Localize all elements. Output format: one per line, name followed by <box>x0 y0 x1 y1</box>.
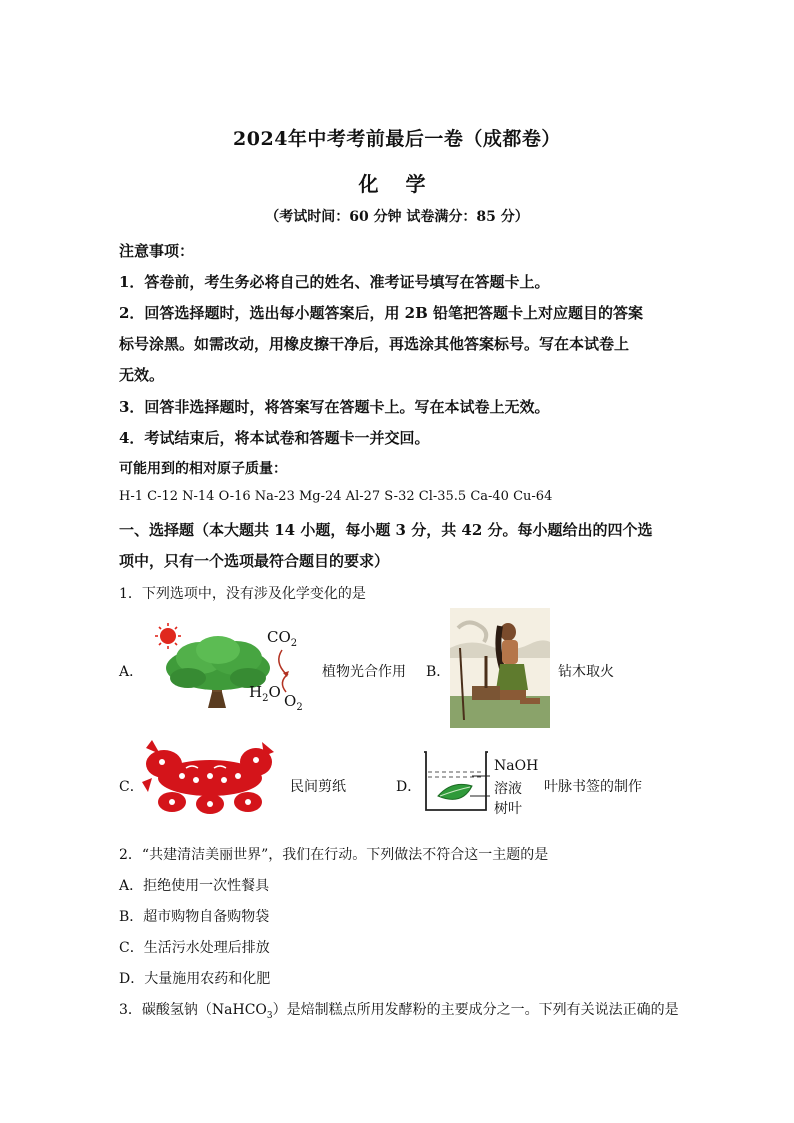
notice-item-2-line-3: 无效。 <box>119 366 165 384</box>
notice-item-1: 1．答卷前，考生务必将自己的姓名、准考证号填写在答题卡上。 <box>119 273 550 291</box>
atomic-mass-heading: 可能用到的相对原子质量： <box>119 461 287 477</box>
question-2-choice-a: A．拒绝使用一次性餐具 <box>119 878 270 894</box>
paper-cut-figure <box>142 738 278 818</box>
option-c-caption: 民间剪纸 <box>290 779 346 795</box>
question-1-stem: 1．下列选项中，没有涉及化学变化的是 <box>119 586 366 602</box>
exam-info: （考试时间：60 分钟 试卷满分：85 分） <box>265 209 529 225</box>
option-d-letter: D． <box>396 779 422 795</box>
leaf-label: 树叶 <box>494 801 522 817</box>
option-d-caption: 叶脉书签的制作 <box>544 779 642 795</box>
sun-icon <box>155 623 181 649</box>
subject-title: 化 学 <box>358 172 436 196</box>
section-1-heading-line-1: 一、选择题（本大题共 14 小题，每小题 3 分，共 42 分。每小题给出的四个选 <box>119 521 653 539</box>
solution-label: 溶液 <box>494 781 522 797</box>
question-2-choice-b: B．超市购物自备购物袋 <box>119 909 270 925</box>
question-3-stem: 3．碳酸氢钠（NaHCO$_3$）是焙制糕点所用发酵粉的主要成分之一。下列有关说法正确的是 <box>119 1002 679 1021</box>
naoh-label: NaOH <box>494 758 539 774</box>
notice-heading: 注意事项： <box>119 242 195 260</box>
option-a-caption: 植物光合作用 <box>322 664 406 680</box>
option-b-caption: 钻木取火 <box>558 664 614 680</box>
notice-item-2-line-2: 标号涂黑。如需改动，用橡皮擦干净后，再选涂其他答案标号。写在本试卷上 <box>119 335 630 353</box>
option-b-letter: B． <box>426 664 451 680</box>
question-2-choice-d: D．大量施用农药和化肥 <box>119 971 271 987</box>
beaker-figure <box>420 750 492 814</box>
o2-label: $O_2$ <box>284 692 303 713</box>
notice-item-4: 4．考试结束后，将本试卷和答题卡一并交回。 <box>119 429 430 447</box>
beaker-icon <box>424 752 488 810</box>
question-2-choice-c: C．生活污水处理后排放 <box>119 940 270 956</box>
drill-fire-figure <box>450 608 550 728</box>
notice-item-3: 3．回答非选择题时，将答案写在答题卡上。写在本试卷上无效。 <box>119 398 550 416</box>
option-a-letter: A． <box>119 664 144 680</box>
question-2-stem: 2．“共建清洁美丽世界”，我们在行动。下列做法不符合这一主题的是 <box>119 847 549 863</box>
exam-title: 2024年中考考前最后一卷（成都卷） <box>233 128 561 150</box>
leaf-icon <box>438 784 472 799</box>
atomic-mass-values: H-1 C-12 N-14 O-16 Na-23 Mg-24 Al-27 S-32 Cl-35.5 Ca-40 Cu-64 <box>119 489 553 504</box>
section-1-heading-line-2: 项中，只有一个选项最符合题目的要求） <box>119 552 390 570</box>
option-c-letter: C． <box>119 779 144 795</box>
notice-item-2-line-1: 2．回答选择题时，选出每小题答案后，用 2B 铅笔把答题卡上对应题目的答案 <box>119 304 643 322</box>
h2o-label: $H_2O$ <box>249 683 281 704</box>
co2-label: $CO_2$ <box>267 628 298 649</box>
